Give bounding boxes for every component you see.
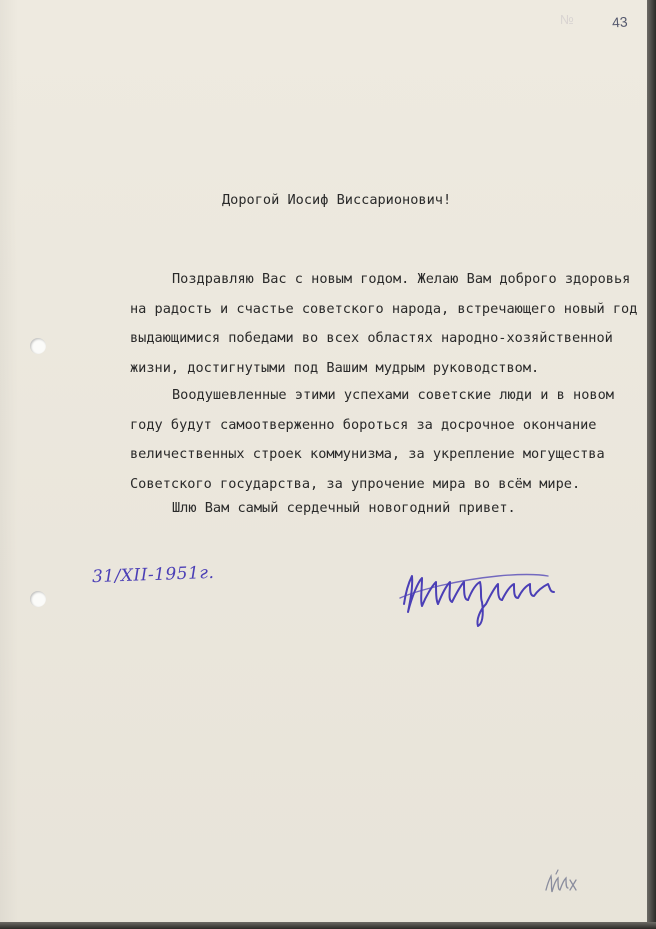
paragraph-line: выдающимися победами во всех областях народно-хозяйственной [130,330,613,346]
paragraph-line: на радость и счастье советского народа, встречающего новый год [130,300,638,317]
faint-stamp: № [560,12,575,27]
paragraph-line: величественных строек коммунизма, за укрепление могущества [130,446,605,462]
paragraph-line: Советского государства, за упрочение мира во всём мире. [130,475,581,492]
closing-line: Шлю Вам самый сердечный новогодний привет. [172,500,516,516]
signature [398,560,563,630]
scan-edge-right [647,0,656,929]
paragraph-line: Поздравляю Вас с новым годом. Желаю Вам доброго здоровья [172,271,631,287]
punch-hole [30,591,46,607]
paragraph-line: Воодушевленные этими успехами советские люди и в новом [172,387,614,403]
handwritten-date: 31/XII-1951г. [91,562,215,588]
salutation: Дорогой Иосиф Виссарионович! [222,192,452,208]
paragraph-2 [130,381,614,499]
archive-mark [542,868,582,898]
page-number: 43 [611,13,629,31]
paragraph-line: жизни, достигнутыми под Вашим мудрым руководством. [130,359,540,376]
scan-edge-bottom [0,922,656,929]
punch-hole [30,338,46,354]
paragraph-line: году будут самоотверженно бороться за досрочное окончание [130,416,597,433]
paragraph-1 [130,265,637,383]
